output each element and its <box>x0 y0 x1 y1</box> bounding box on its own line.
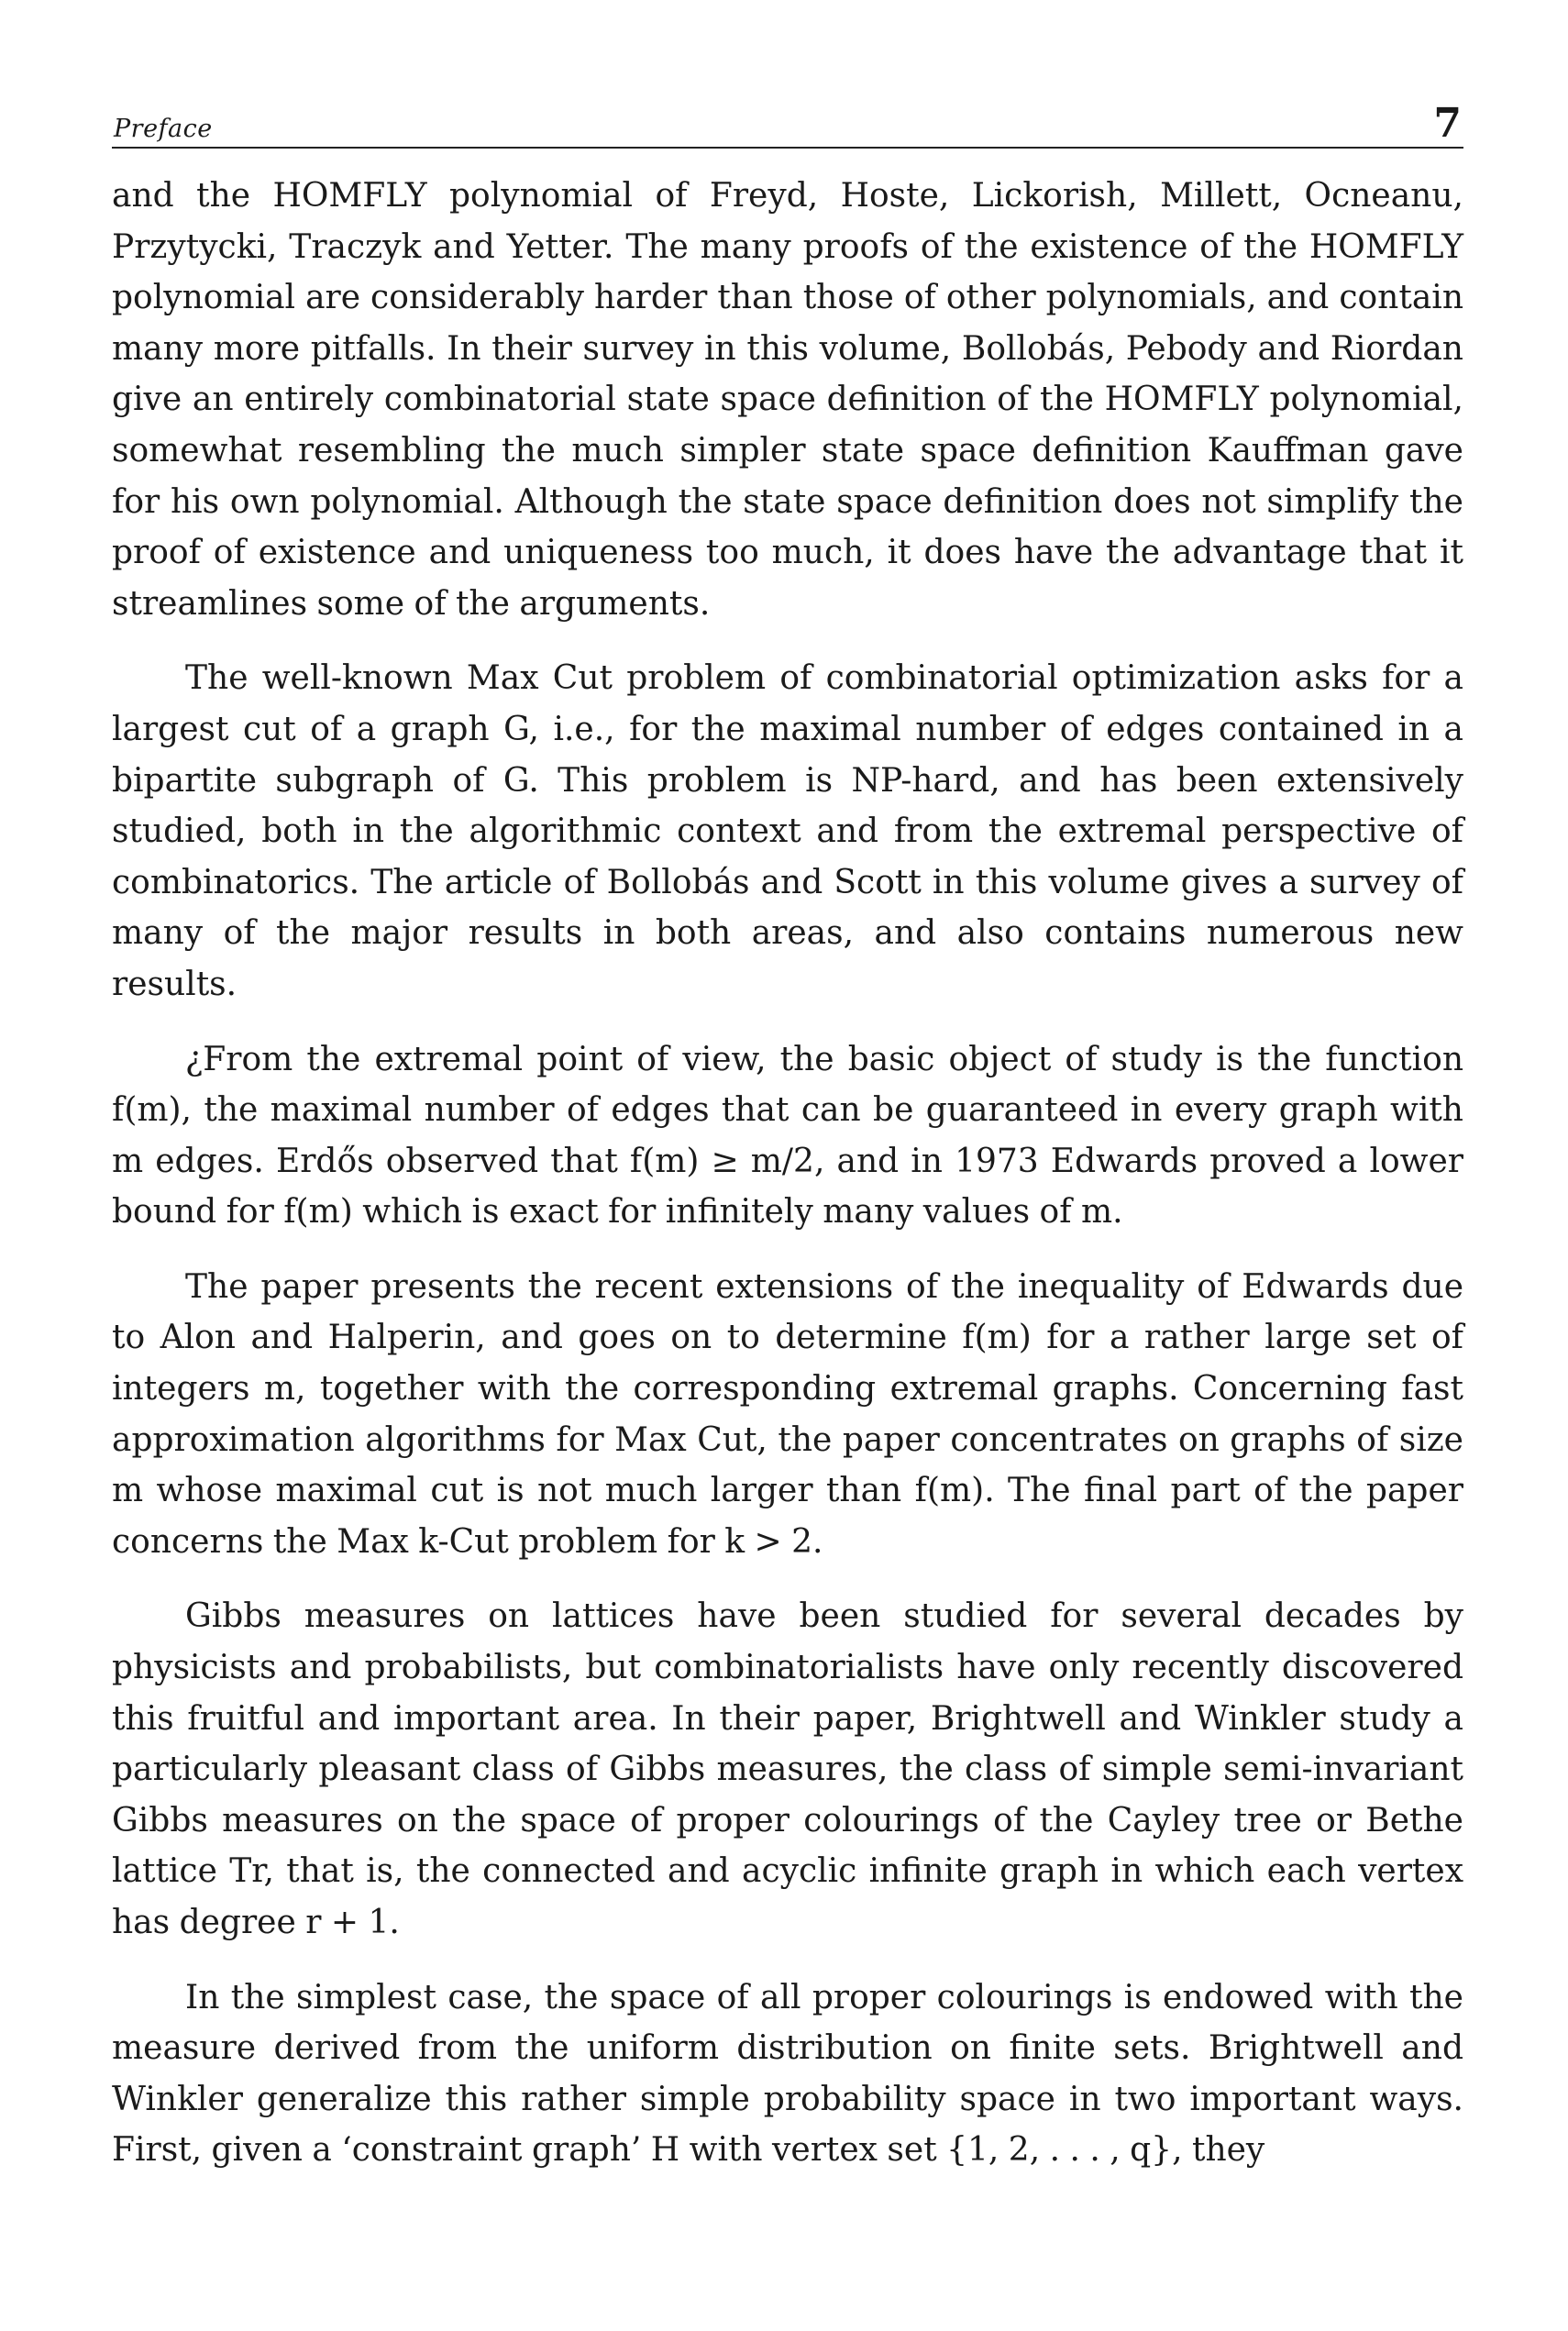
paragraph-extremal: ¿From the extremal point of view, the basic object of study is the function f(m), the maximal number of edges that can be guaranteed in every graph with m edges. Erdős observed that f(m) ≥ m/2, and in 1973 Edwards proved a lower bound for f(m) which is exact for infinitely many values of m. <box>112 1040 1463 1232</box>
page-header <box>112 101 1463 149</box>
paragraph-gibbs-measures: Gibbs measures on lattices have been studied for several decades by physicists and probabilists, but combinatorialists have only recently discovered this fruitful and important area. In their paper, Brightwell and Winkler study a particularly pleasant class of Gibbs measures, the class of simple semi-invariant Gibbs measures on the space of proper colourings of the Cayley tree or Bethe lattice Tr, that is, the connected and acyclic infinite graph in which each vertex has degree r + 1. <box>112 1597 1463 1941</box>
paragraph-homfly: and the HOMFLY polynomial of Freyd, Hoste, Lickorish, Millett, Ocneanu, Przytycki, Traczyk and Yetter. The many proofs of the existence of the HOMFLY polynomial are considerably harder than those of other polynomials, and contain many more pitfalls. In their survey in this volume, Bollobás, Pebody and Riordan give an entirely combinatorial state space definition of the HOMFLY polynomial, somewhat resembling the much simpler state space definition Kauffman gave for his own polynomial. Although the state space definition does not simplify the proof of existence and uniqueness too much, it does have the advantage that it streamlines some of the arguments. <box>112 177 1463 623</box>
page-number: 7 <box>1433 100 1462 147</box>
paragraph-edwards-extensions: The paper presents the recent extensions of the inequality of Edwards due to Alon and Halperin, and goes on to determine f(m) for a rather large set of integers m, together with the corresponding extremal graphs. Concerning fast approximation algorithms for Max Cut, the paper concentrates on graphs of size m whose maximal cut is not much larger than f(m). The final part of the paper concerns the Max k-Cut problem for k > 2. <box>112 1267 1463 1561</box>
body-text <box>112 171 1463 2176</box>
document-page <box>112 101 1463 2283</box>
paragraph-max-cut: The well-known Max Cut problem of combinatorial optimization asks for a largest cut of a graph G, i.e., for the maximal number of edges contained in a bipartite subgraph of G. This problem is NP-hard, and has been extensively studied, both in the algorithmic context and from the extremal perspective of combinatorics. The article of Bollobás and Scott in this volume gives a survey of many of the major results in both areas, and also contains numerous new results. <box>112 659 1463 1003</box>
paragraph-proper-colourings: In the simplest case, the space of all proper colourings is endowed with the measure derived from the uniform distribution on finite sets. Brightwell and Winkler generalize this rather simple probability space in two important ways. First, given a ‘constraint graph’ H with vertex set {1, 2, . . . , q}, they <box>112 1978 1463 2170</box>
running-head: Preface <box>114 115 213 143</box>
